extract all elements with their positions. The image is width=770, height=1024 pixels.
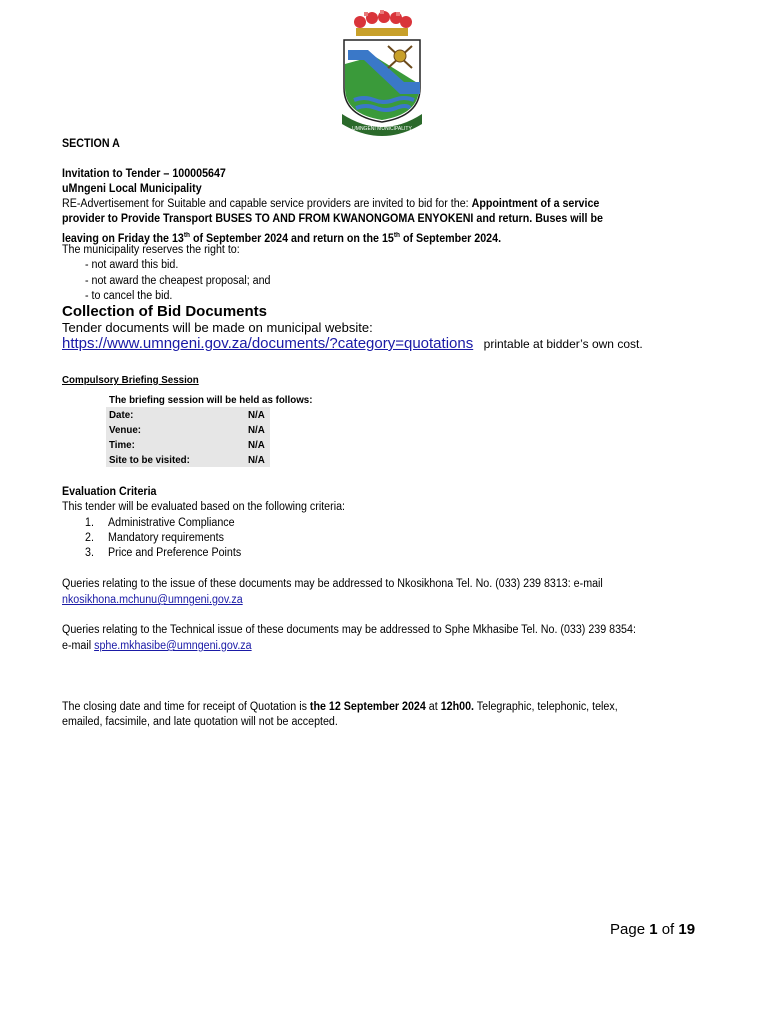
invitation-line-3-b: of September 2024 and return on the 15 [189,232,394,245]
invitation-line-2: provider to Provide Transport BUSES TO AND FROM KWANONGOMA ENYOKENI and return. Buses will be [62,213,603,225]
invitation-line-1-text: RE-Advertisement for Suitable and capable service providers are invited to bid for the: [62,198,472,210]
tender-title: Invitation to Tender – 100005647 [62,168,226,180]
page-of: of [657,921,679,938]
collection-heading: Collection of Bid Documents [62,303,268,320]
criteria-item: Administrative Compliance [108,517,235,529]
municipality-crest-logo [334,8,430,136]
closing-time: 12h00. [440,701,475,713]
section-label: SECTION A [62,138,120,150]
briefing-row [106,452,270,467]
ordinal-suffix: th [183,232,190,239]
query-2-email-row [62,639,252,654]
briefing-row-value: N/A [248,424,265,436]
closing-text-e: Telegraphic, telephonic, telex, [474,701,618,713]
collection-line: Tender documents will be made on municipal website: [62,320,373,335]
right-item: - not award this bid. [85,259,179,271]
briefing-intro: The briefing session will be held as follows: [109,394,313,406]
briefing-row-value: N/A [248,439,265,451]
criteria-item: Mandatory requirements [108,532,224,544]
closing-date: the 12 September 2024 [309,701,426,713]
criteria-item: Price and Preference Points [108,547,242,559]
query-1-text: Queries relating to the issue of these documents may be addressed to Nkosikhona Tel. No. (033) 239 8313: e-mail [62,578,603,590]
briefing-row [106,422,270,437]
right-item: - not award the cheapest proposal; and [85,275,271,287]
page-word: Page [610,921,650,938]
query-2-text: Queries relating to the Technical issue of these documents may be addressed to Sphe Mkhasibe Tel. No. (033) 239 8354: [62,624,636,636]
evaluation-heading: Evaluation Criteria [62,486,157,498]
crest-banner-text: UMNGENI MUNICIPALITY [352,126,412,132]
collection-suffix: printable at bidder’s own cost. [483,337,643,351]
query-1-email-link[interactable]: nkosikhona.mchunu@umngeni.gov.za [62,594,243,606]
briefing-heading: Compulsory Briefing Session [62,374,199,386]
criteria-number: 2. [85,532,94,544]
briefing-row-label: Venue: [109,424,142,436]
page-current: 1 [649,921,658,938]
invitation-line-3-a: leaving on Friday the 13 [62,232,184,245]
query-2-email-link[interactable]: sphe.mkhasibe@umngeni.gov.za [94,640,252,652]
shield-icon [344,40,420,122]
invitation-line-3-c: of September 2024. [399,232,502,245]
criteria-number: 1. [85,517,94,529]
ordinal-suffix: th [393,232,400,239]
query-2-prefix: e-mail [62,640,95,652]
page-total: 19 [678,921,696,938]
closing-text-a: The closing date and time for receipt of Quotation is [62,701,310,713]
briefing-row-value: N/A [248,454,265,466]
documents-url-link[interactable]: https://www.umngeni.gov.za/documents/?category=quotations [62,335,474,352]
briefing-row-label: Date: [109,409,134,421]
briefing-row-label: Time: [109,439,135,451]
reserves-right: The municipality reserves the right to: [62,244,240,256]
briefing-row [106,407,270,422]
closing-line-1 [62,700,618,715]
briefing-row [106,437,270,452]
briefing-row-label: Site to be visited: [109,454,190,466]
briefing-table [106,407,270,467]
closing-line-2: emailed, facsimile, and late quotation will not be accepted. [62,716,338,728]
evaluation-intro: This tender will be evaluated based on the following criteria: [62,501,345,513]
briefing-row-value: N/A [248,409,265,421]
municipality-name: uMngeni Local Municipality [62,183,202,195]
invitation-line-1-bold: Appointment of a service [471,198,600,210]
page-number [610,921,695,938]
closing-text-c: at [425,701,441,713]
right-item: - to cancel the bid. [85,290,173,302]
criteria-number: 3. [85,547,94,559]
collection-url-row [62,335,643,353]
invitation-line-1 [62,197,599,212]
crown-icon [354,10,412,36]
